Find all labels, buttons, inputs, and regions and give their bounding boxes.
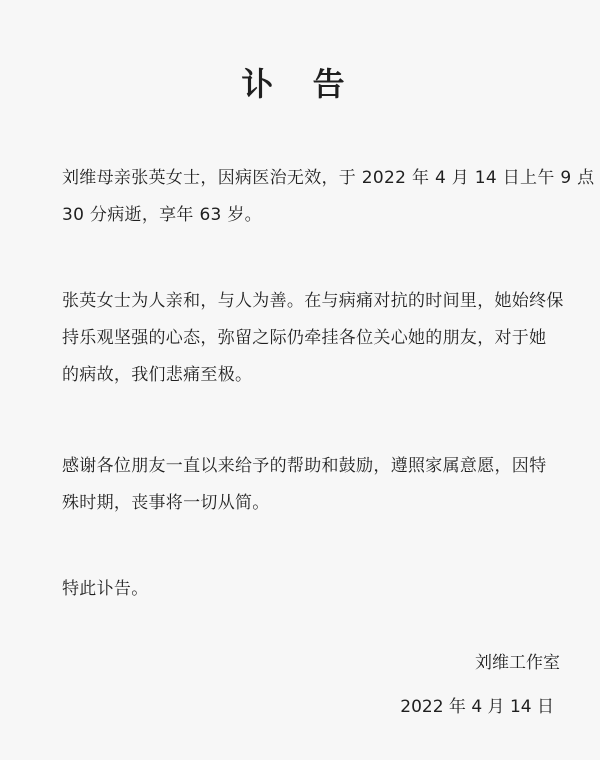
signature-organization: 刘维工作室 xyxy=(475,653,560,673)
paragraph-line: 张英女士为人亲和，与人为善。在与病痛对抗的时间里，她始终保 xyxy=(62,291,564,311)
paragraph-line: 持乐观坚强的心态，弥留之际仍牵挂各位关心她的朋友，对于她 xyxy=(62,328,547,348)
paragraph-line: 刘维母亲张英女士，因病医治无效，于 2022 年 4 月 14 日上午 9 点 xyxy=(62,168,595,188)
notice-title: 讣 告 xyxy=(241,65,359,103)
paragraph-announcement xyxy=(62,160,595,234)
paragraph-line: 30 分病逝，享年 63 岁。 xyxy=(62,205,262,225)
paragraph-line: 的病故，我们悲痛至极。 xyxy=(62,365,253,385)
paragraph-line: 特此讣告。 xyxy=(62,579,149,599)
paragraph-closing xyxy=(62,571,552,608)
signature-date: 2022 年 4 月 14 日 xyxy=(400,697,554,717)
paragraph-tribute xyxy=(62,283,564,394)
paragraph-line: 殊时期，丧事将一切从简。 xyxy=(62,493,270,513)
paragraph-line: 感谢各位朋友一直以来给予的帮助和鼓励，遵照家属意愿，因特 xyxy=(62,456,547,476)
paragraph-thanks xyxy=(62,448,552,522)
